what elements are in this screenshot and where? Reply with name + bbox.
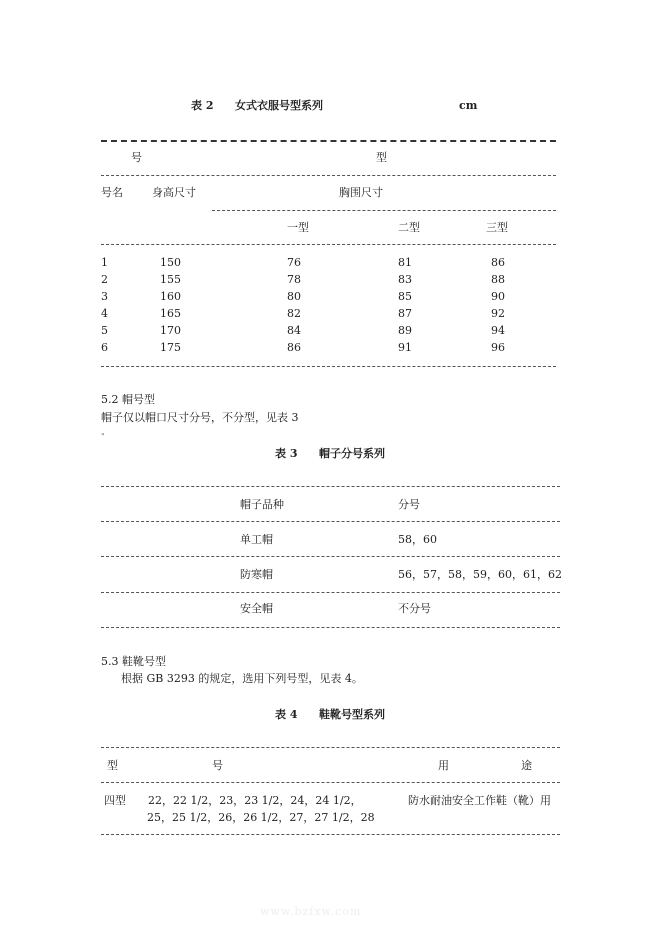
table4-rule <box>101 782 560 783</box>
watermark: www.bzfxw.com <box>260 905 362 918</box>
table2-caption-number: 表 2 <box>191 99 214 112</box>
table3-cell: 单工帽 <box>240 533 273 546</box>
table2-caption-title: 女式衣服号型系列 <box>235 99 323 112</box>
table4-header-xing: 型 <box>107 759 118 772</box>
table2-unit: cm <box>459 99 478 112</box>
table3-caption-title: 帽子分号系列 <box>319 447 385 460</box>
table2-cell: 96 <box>491 341 505 354</box>
table4-row-use: 防水耐油安全工作鞋（靴）用 <box>408 794 551 807</box>
table2-cell: 86 <box>491 256 505 269</box>
table2-type-1: 一型 <box>287 221 309 234</box>
table2-cell: 175 <box>160 341 181 354</box>
table2-cell: 150 <box>160 256 181 269</box>
table2-header-name: 号名 <box>101 186 123 199</box>
table2-cell: 160 <box>160 290 181 303</box>
table3-rule <box>101 556 560 557</box>
table4-caption-title: 鞋靴号型系列 <box>319 708 385 721</box>
section-5-3-text: 根据 GB 3293 的规定，选用下列号型，见表 4。 <box>121 672 363 685</box>
stray-mark: " <box>101 432 105 441</box>
table2-type-2: 二型 <box>398 221 420 234</box>
table3-rule <box>101 592 560 593</box>
table2-cell: 170 <box>160 324 181 337</box>
table4-row-sizes-line1: 22，22 1/2，23，23 1/2，24，24 1/2， <box>148 794 362 807</box>
section-5-2-heading: 5.2 帽号型 <box>101 393 155 406</box>
table2-header-hao: 号 <box>131 151 142 164</box>
table3-header-type: 帽子品种 <box>240 498 284 511</box>
table4-bottom-rule <box>101 834 560 835</box>
section-5-3-heading: 5.3 鞋靴号型 <box>101 655 166 668</box>
table2-header-height: 身高尺寸 <box>152 186 196 199</box>
table2-bottom-rule <box>101 366 556 367</box>
table3-cell: 56，57，58，59，60，61，62 <box>398 568 562 581</box>
table4-row-type: 四型 <box>104 794 126 807</box>
table2-rule <box>101 175 556 176</box>
table4-caption-number: 表 4 <box>275 708 298 721</box>
section-5-2-text: 帽子仅以帽口尺寸分号，不分型，见表 3 <box>101 411 299 424</box>
table4-header-yong: 用 <box>438 759 449 772</box>
table2-cell: 85 <box>398 290 412 303</box>
table3-caption-number: 表 3 <box>275 447 298 460</box>
table2-cell: 5 <box>101 324 108 337</box>
table2-chest-rule <box>212 210 556 211</box>
table2-cell: 78 <box>287 273 301 286</box>
table2-rule <box>101 244 556 245</box>
table3-cell: 不分号 <box>398 602 431 615</box>
table4-header-hao: 号 <box>212 759 223 772</box>
table3-bottom-rule <box>101 627 560 628</box>
table2-cell: 165 <box>160 307 181 320</box>
table2-cell: 88 <box>491 273 505 286</box>
table4-row-sizes-line2: 25，25 1/2，26，26 1/2，27，27 1/2，28 <box>147 811 375 824</box>
table3-cell: 防寒帽 <box>240 568 273 581</box>
table3-cell: 安全帽 <box>240 602 273 615</box>
table2-cell: 87 <box>398 307 412 320</box>
table2-type-3: 三型 <box>486 221 508 234</box>
table2-cell: 83 <box>398 273 412 286</box>
table2-cell: 91 <box>398 341 412 354</box>
table2-header-chest: 胸围尺寸 <box>339 186 383 199</box>
table2-cell: 76 <box>287 256 301 269</box>
table2-header-xing: 型 <box>376 151 387 164</box>
table2-top-rule <box>101 140 556 142</box>
table2-cell: 84 <box>287 324 301 337</box>
table2-cell: 82 <box>287 307 301 320</box>
table3-rule <box>101 521 560 522</box>
table2-cell: 86 <box>287 341 301 354</box>
table4-top-rule <box>101 747 560 748</box>
table2-cell: 155 <box>160 273 181 286</box>
table2-cell: 2 <box>101 273 108 286</box>
table2-cell: 6 <box>101 341 108 354</box>
table2-cell: 90 <box>491 290 505 303</box>
table2-cell: 3 <box>101 290 108 303</box>
table3-top-rule <box>101 486 560 487</box>
table4-header-tu: 途 <box>521 759 532 772</box>
table3-header-size: 分号 <box>398 498 420 511</box>
table2-cell: 4 <box>101 307 108 320</box>
table2-cell: 80 <box>287 290 301 303</box>
table3-cell: 58，60 <box>398 533 437 546</box>
table2-cell: 92 <box>491 307 505 320</box>
table2-cell: 81 <box>398 256 412 269</box>
table2-cell: 1 <box>101 256 108 269</box>
table2-cell: 94 <box>491 324 505 337</box>
table2-cell: 89 <box>398 324 412 337</box>
